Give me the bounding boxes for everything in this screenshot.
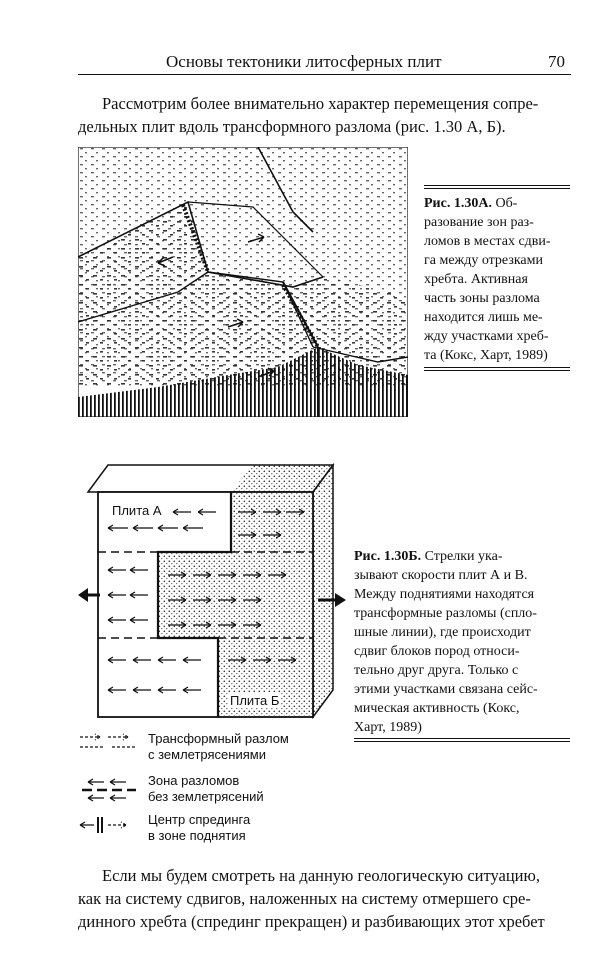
figure-b-illustration <box>78 460 350 722</box>
legend-text-line: Зона разломов <box>148 773 240 788</box>
opposing-arrows-icon <box>78 777 140 803</box>
caption-b-line: Между поднятиями находятся <box>354 587 535 602</box>
caption-a-line: разование зон раз- <box>424 215 534 230</box>
caption-b-line: этими участками связана сейс- <box>354 682 538 697</box>
caption-b-line: тельно друг друга. Только с <box>354 663 519 678</box>
legend-text-line: без землетрясений <box>148 789 264 804</box>
caption-a-line: находится лишь ме- <box>424 310 543 325</box>
caption-b-bottom-rule <box>354 738 570 742</box>
caption-b-line: трансформные разломы (спло- <box>354 606 537 621</box>
caption-a-line: ломов в местах сдви- <box>424 234 551 249</box>
plate-b-label: Плита Б <box>230 693 280 708</box>
caption-a-bottom-rule <box>424 367 570 371</box>
legend-item-1 <box>148 731 289 763</box>
spreading-center-icon <box>78 815 140 835</box>
plate-a-label: Плита А <box>112 503 162 518</box>
caption-b <box>354 547 570 737</box>
paragraph-line: Если мы будем смотреть на данную геологическую ситуацию, <box>102 866 540 885</box>
caption-b-line: Харт, 1989) <box>354 720 422 735</box>
paragraph-line: динного хребта (спрединг прекращен) и разбивающих этот хребет <box>78 912 545 931</box>
dashed-arrows-icon <box>78 733 140 753</box>
legend-item-2 <box>148 773 264 805</box>
caption-a-line: часть зоны разлома <box>424 291 540 306</box>
paragraph-bottom <box>78 864 570 933</box>
page-number: 70 <box>548 52 565 71</box>
caption-b-label: Рис. 1.30Б. <box>354 549 422 564</box>
legend-item-3 <box>148 812 250 844</box>
caption-b-line: Стрелки ука- <box>424 549 503 564</box>
header-title: Основы тектоники литосферных плит <box>166 52 442 71</box>
caption-a-line: та (Кокс, Харт, 1989) <box>424 348 548 363</box>
figure-a-illustration <box>78 147 408 417</box>
caption-a-line: га между отрезками <box>424 253 543 268</box>
caption-a <box>424 194 570 365</box>
legend-text-line: Трансформный разлом <box>148 731 289 746</box>
legend-text-line: в зоне поднятия <box>148 828 246 843</box>
caption-b-line: зывают скорости плит А и В. <box>354 568 528 583</box>
caption-a-label: Рис. 1.30А. <box>424 196 492 211</box>
caption-b-line: сдвиг блоков пород относи- <box>354 644 520 659</box>
caption-a-line: Об- <box>495 196 518 211</box>
paragraph-line: как на систему сдвигов, наложенных на систему отмершего сре- <box>78 889 531 908</box>
caption-a-line: жду участками хреб- <box>424 329 549 344</box>
paragraph-top <box>78 92 570 138</box>
paragraph-line: дельных плит вдоль трансформного разлома (рис. 1.30 А, Б). <box>78 117 506 136</box>
caption-b-line: шные линии), где происходит <box>354 625 531 640</box>
legend-text-line: Центр спрединга <box>148 812 251 827</box>
caption-a-line: хребта. Активная <box>424 272 528 287</box>
caption-b-line: мическая активность (Кокс, <box>354 701 520 716</box>
paragraph-line: Рассмотрим более внимательно характер перемещения сопре- <box>102 94 539 113</box>
caption-a-top-rule <box>424 185 570 189</box>
running-header <box>78 50 571 75</box>
legend-text-line: с землетрясениями <box>148 747 266 762</box>
